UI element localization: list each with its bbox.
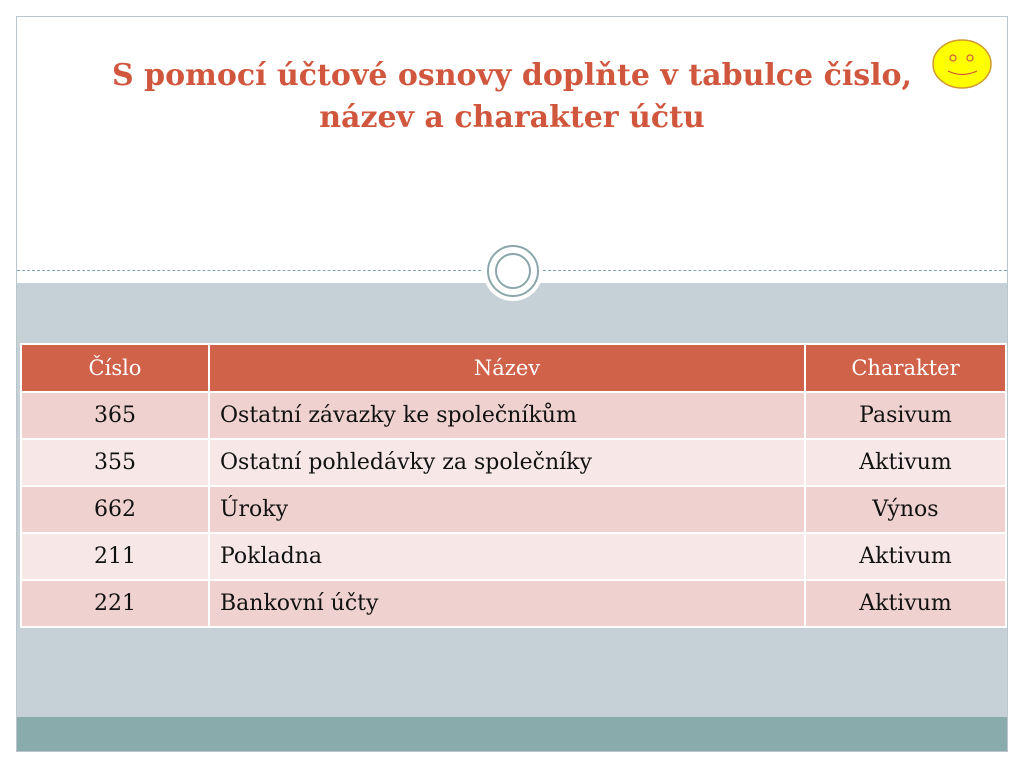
- slide-title: S pomocí účtové osnovy doplňte v tabulce číslo, název a charakter účtu: [111, 58, 912, 135]
- footer-bar: [17, 717, 1007, 751]
- cell-number: 662: [21, 486, 209, 533]
- table-row: [21, 580, 1006, 627]
- cell-name: Ostatní pohledávky za společníky: [209, 439, 805, 486]
- cell-number: 355: [21, 439, 209, 486]
- header-name: Název: [209, 344, 805, 392]
- slide: [16, 16, 1008, 752]
- cell-character: Pasivum: [805, 392, 1006, 439]
- cell-name: Bankovní účty: [209, 580, 805, 627]
- cell-number: 211: [21, 533, 209, 580]
- table-row: [21, 533, 1006, 580]
- table-row: [21, 486, 1006, 533]
- table-row: [21, 392, 1006, 439]
- cell-number: 365: [21, 392, 209, 439]
- ring-inner: [495, 253, 531, 289]
- cell-character: Aktivum: [805, 533, 1006, 580]
- header-number: Číslo: [21, 344, 209, 392]
- cell-name: Ostatní závazky ke společníkům: [209, 392, 805, 439]
- accounts-table: [20, 343, 1007, 628]
- cell-character: Aktivum: [805, 580, 1006, 627]
- table-row: [21, 439, 1006, 486]
- cell-character: Aktivum: [805, 439, 1006, 486]
- smiley-face-icon: [931, 38, 993, 90]
- cell-name: Pokladna: [209, 533, 805, 580]
- cell-name: Úroky: [209, 486, 805, 533]
- title-area: [17, 17, 1007, 271]
- ring-outer: [487, 245, 539, 297]
- cell-number: 221: [21, 580, 209, 627]
- table-header-row: [21, 344, 1006, 392]
- header-character: Charakter: [805, 344, 1006, 392]
- circle-ring-icon: [483, 241, 543, 301]
- cell-character: Výnos: [805, 486, 1006, 533]
